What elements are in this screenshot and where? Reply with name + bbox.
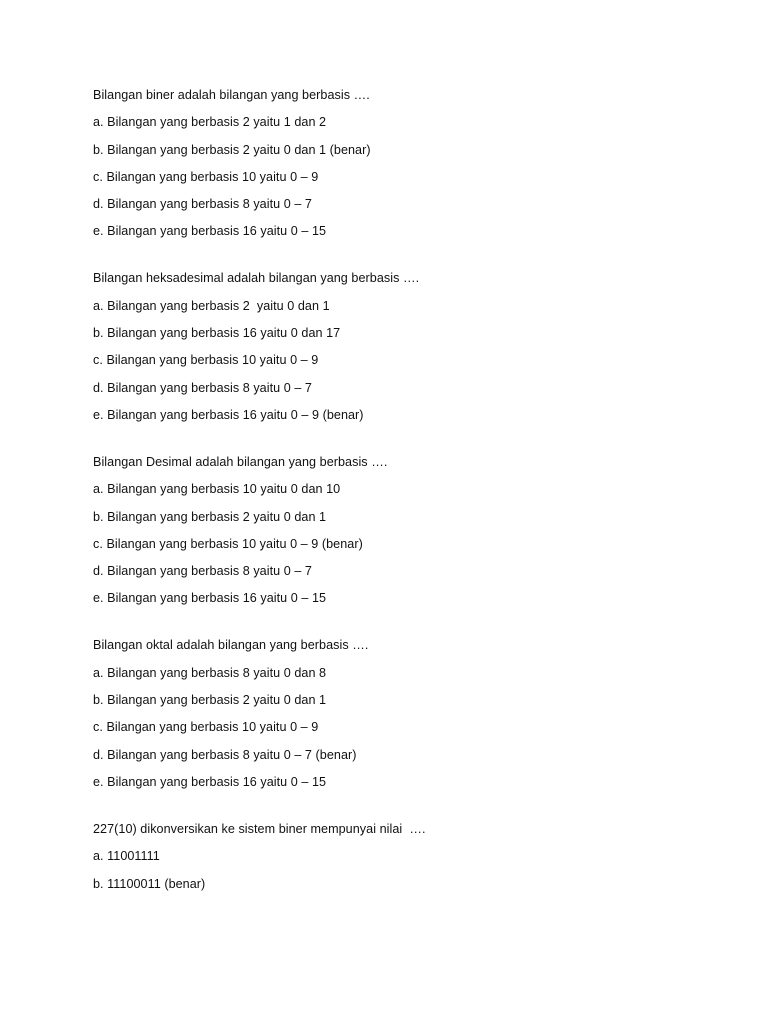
answer-option-a: a. Bilangan yang berbasis 10 yaitu 0 dan 10 [93, 482, 341, 497]
quiz-content [93, 86, 713, 922]
answer-option-a: a. Bilangan yang berbasis 2 yaitu 1 dan 2 [93, 115, 327, 130]
answer-option-a: a. Bilangan yang berbasis 2 yaitu 0 dan 1 [93, 298, 330, 313]
answer-option-d: d. Bilangan yang berbasis 8 yaitu 0 – 7 [93, 564, 312, 579]
question-1 [93, 86, 713, 241]
answer-option-b: b. Bilangan yang berbasis 16 yaitu 0 dan 17 [93, 326, 341, 341]
answer-option-d: d. Bilangan yang berbasis 8 yaitu 0 – 7 [93, 380, 312, 395]
question-prompt: Bilangan heksadesimal adalah bilangan yang berbasis …. [93, 271, 420, 286]
answer-option-d: d. Bilangan yang berbasis 8 yaitu 0 – 7 (benar) [93, 747, 357, 762]
answer-option-e: e. Bilangan yang berbasis 16 yaitu 0 – 15 [93, 774, 327, 789]
answer-option-b: b. Bilangan yang berbasis 2 yaitu 0 dan 1 (benar) [93, 142, 371, 157]
question-prompt: Bilangan Desimal adalah bilangan yang berbasis …. [93, 454, 388, 469]
question-5 [93, 820, 713, 894]
answer-option-b: b. Bilangan yang berbasis 2 yaitu 0 dan 1 [93, 509, 327, 524]
answer-option-e: e. Bilangan yang berbasis 16 yaitu 0 – 15 [93, 591, 327, 606]
answer-option-c: c. Bilangan yang berbasis 10 yaitu 0 – 9 [93, 353, 319, 368]
answer-option-e: e. Bilangan yang berbasis 16 yaitu 0 – 9 (benar) [93, 407, 364, 422]
answer-option-c: c. Bilangan yang berbasis 10 yaitu 0 – 9 (benar) [93, 536, 363, 551]
question-4 [93, 636, 713, 791]
question-2 [93, 269, 713, 424]
answer-option-b: b. Bilangan yang berbasis 2 yaitu 0 dan 1 [93, 693, 327, 708]
answer-option-c: c. Bilangan yang berbasis 10 yaitu 0 – 9 [93, 169, 319, 184]
answer-option-a: a. 11001111 [93, 849, 160, 864]
answer-option-d: d. Bilangan yang berbasis 8 yaitu 0 – 7 [93, 197, 312, 212]
answer-option-b: b. 11100011 (benar) [93, 876, 206, 891]
question-prompt: 227(10) dikonversikan ke sistem biner mempunyai nilai …. [93, 821, 426, 836]
question-prompt: Bilangan biner adalah bilangan yang berbasis …. [93, 88, 370, 102]
question-3 [93, 453, 713, 608]
answer-option-a: a. Bilangan yang berbasis 8 yaitu 0 dan 8 [93, 665, 327, 680]
question-prompt: Bilangan oktal adalah bilangan yang berbasis …. [93, 638, 369, 653]
answer-option-e: e. Bilangan yang berbasis 16 yaitu 0 – 15 [93, 224, 327, 239]
answer-option-c: c. Bilangan yang berbasis 10 yaitu 0 – 9 [93, 720, 319, 735]
